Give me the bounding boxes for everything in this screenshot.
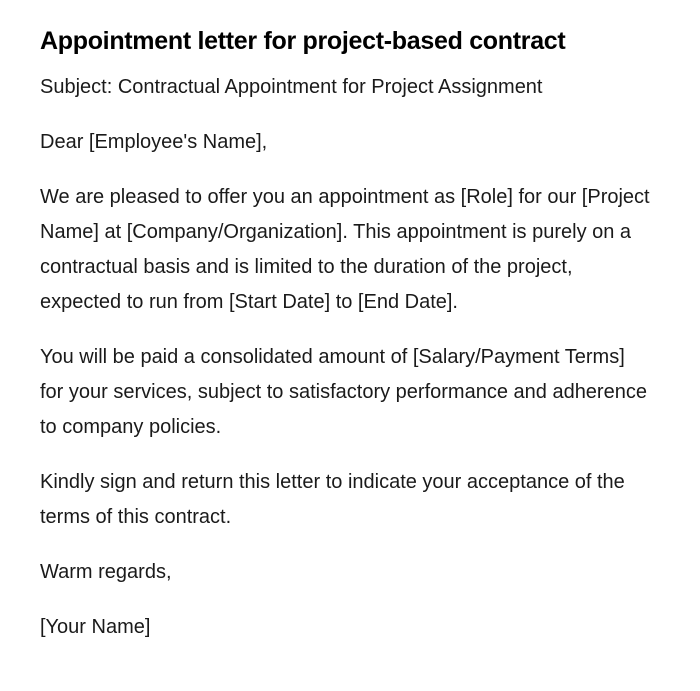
letter-paragraph-acceptance: Kindly sign and return this letter to indicate your acceptance of the terms of this contract.	[40, 471, 625, 528]
letter-document	[40, 24, 650, 645]
letter-paragraph-payment: You will be paid a consolidated amount of [Salary/Payment Terms] for your services, subject to satisfactory performance and adherence to company policies.	[40, 346, 647, 438]
letter-paragraph-offer: We are pleased to offer you an appointment as [Role] for our [Project Name] at [Company/Organization]. This appointment is purely on a contractual basis and is limited to the duration of the project, expected to run from [Start Date] to [End Date].	[40, 186, 650, 313]
letter-signature: [Your Name]	[40, 616, 151, 638]
letter-closing: Warm regards,	[40, 561, 172, 583]
letter-title: Appointment letter for project-based contract	[40, 27, 566, 55]
letter-subject: Subject: Contractual Appointment for Project Assignment	[40, 76, 543, 98]
letter-salutation: Dear [Employee's Name],	[40, 131, 268, 153]
